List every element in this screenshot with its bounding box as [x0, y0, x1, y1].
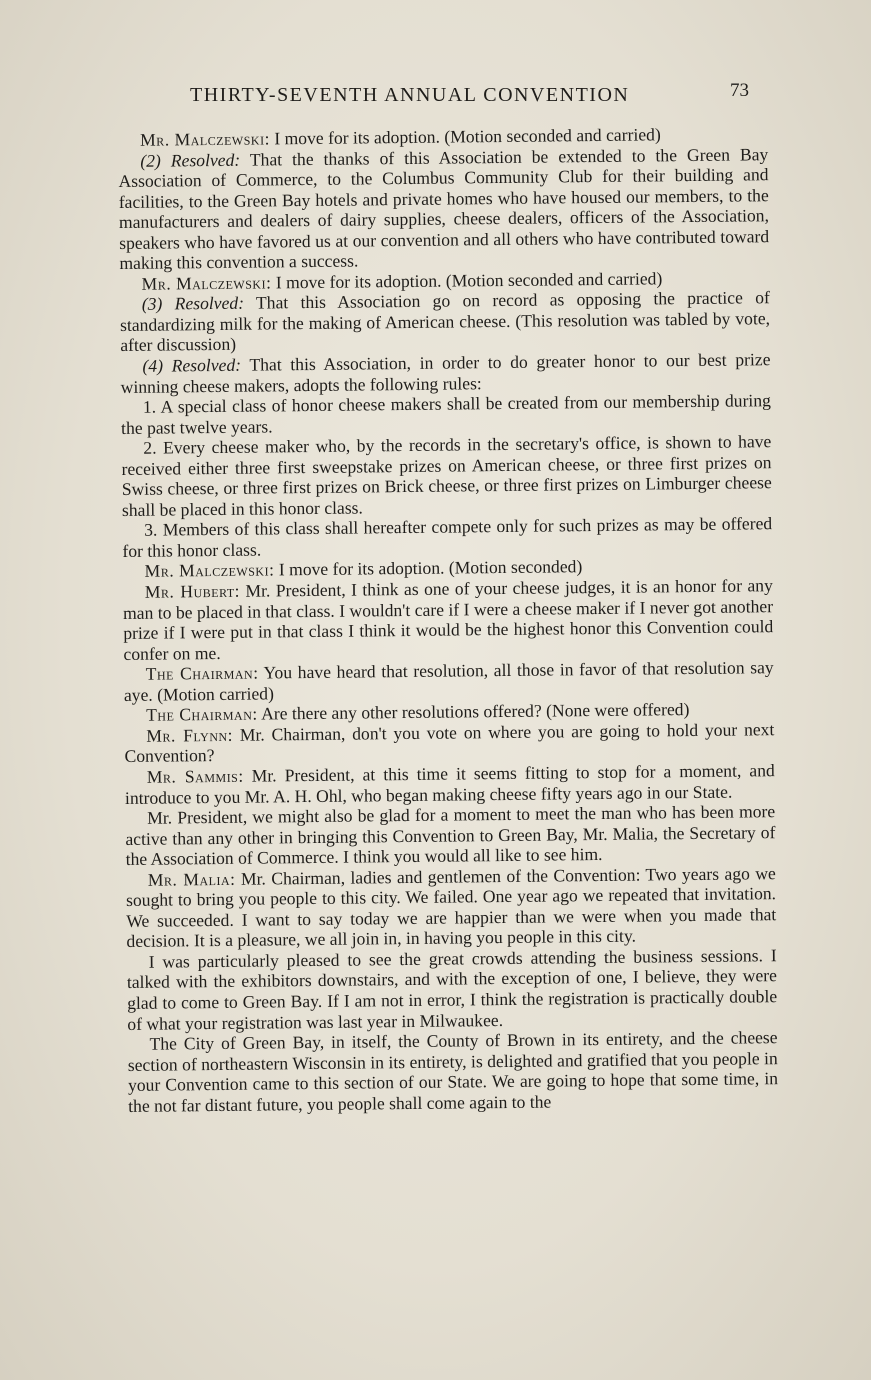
paragraph-18 [127, 1027, 778, 1116]
paragraph-17 [127, 945, 778, 1034]
speaker-label: Mr. Malczewski: [144, 559, 275, 582]
paragraph-text: That this Association, in order to do greater honor to our best prize winning cheese makers, adopts the following rules: [120, 349, 771, 397]
body-text [118, 123, 778, 1116]
speaker-label: Mr. Hubert: [144, 580, 241, 602]
paragraph-text: Mr. President, I think as one of your cheese judges, it is an honor for any man to be placed in that class. I wouldn't care if I were a cheese maker if I never got another prize if I were put in that class I think it would be the highest honor this Convention could confer on me. [122, 575, 774, 664]
speaker-label: Mr. Malczewski: [141, 272, 272, 294]
paragraph-16 [126, 863, 777, 952]
resolution-lead: (3) Resolved: [141, 293, 245, 315]
paragraph-6 [121, 390, 771, 438]
paragraph-text: Mr. President, we might also be glad for a moment to meet the man who has been more active than any other in bringing this Convention to Green Bay, Mr. Malia, the Secretary of the Association of Commerce. I think you would all like to see him. [125, 801, 776, 870]
paragraph-11 [124, 657, 774, 705]
paragraph-15 [125, 801, 776, 869]
resolution-lead: (2) Resolved: [140, 149, 241, 171]
paragraph-text: I was particularly pleased to see the great crowds attending the business sessions. I talked with the exhibitors downstairs, and with the exception of one, I believe, they were glad to come to Green Bay. If I am not in error, I think the registration is practically double of what your registration was last year in Milwaukee. [126, 945, 778, 1034]
paragraph-text: That this Association go on record as opposing the practice of standardizing milk for the making of American cheese. (This resolution was tabled by vote, after discussion) [119, 287, 771, 356]
speaker-label: The Chairman: [146, 703, 258, 726]
running-head-title: THIRTY-SEVENTH ANNUAL CONVENTION [190, 84, 630, 106]
paragraph-8 [122, 514, 772, 562]
paragraph-text: I move for its adoption. (Motion seconded and carried) [269, 124, 661, 149]
page-number: 73 [730, 80, 749, 101]
speaker-label: Mr. Flynn: [146, 724, 234, 746]
paragraph-text: 3. Members of this class shall hereafter compete only for such prizes as may be offered for this honor class. [122, 513, 773, 561]
resolution-lead: (4) Resolved: [142, 354, 242, 376]
paragraph-4 [120, 288, 771, 356]
speaker-label: Mr. Malia: [147, 868, 236, 890]
paragraph-10 [123, 575, 774, 664]
paragraph-text: Are there any other resolutions offered? (None were offered) [257, 699, 690, 724]
paragraph-14 [125, 760, 775, 808]
paragraph-7 [121, 431, 772, 520]
speaker-label: Mr. Malczewski: [139, 128, 271, 150]
paragraph-5 [120, 349, 770, 397]
paragraph-text: Mr. Chairman, ladies and gentlemen of the Convention: Two years ago we sought to bring you people to this city. We failed. One year ago we repeated that invitation. We succeeded. I want to say today we are happier than we were when you made that decision. It is a pleasure, we all join in, in having you people in this city. [125, 862, 777, 952]
speaker-label: The Chairman: [145, 662, 259, 684]
paragraph-text: 1. A special class of honor cheese makers shall be created from our membership during the past twelve years. [121, 390, 771, 438]
paragraph-text: Mr. Chairman, don't you vote on where you are going to hold your next Convention? [124, 719, 775, 767]
paragraph-text: Mr. President, at this time it seems fitting to stop for a moment, and introduce to you Mr. A. H. Ohl, who began making cheese fifty years ago in our State. [124, 760, 775, 808]
paragraph-text: The City of Green Bay, in itself, the County of Brown in its entirety, and the cheese section of northeastern Wisconsin in its entirety, is delighted and gratified that you people in your Convention came to this section of our State. We are going to hope that some time, in the not far distant future, you people shall come again to the [127, 1027, 779, 1116]
paragraph-13 [124, 719, 774, 767]
paragraph-text: I move for its adoption. (Motion seconded) [274, 556, 583, 580]
paragraph-text: That the thanks of this Association be extended to the Green Bay Association of Commerce, to the Columbus Community Club for their building and facilities, to the Green Bay hotels and private homes who have housed our members, to the manufacturers and dealers of dairy supplies, cheese dealers, officers of the Association, speakers who have favored us at our convention and all others who have contributed toward making this convention a success. [118, 143, 770, 274]
paragraph-text: 2. Every cheese maker who, by the records in the secretary's office, is shown to have received either three first sweepstake prizes on American cheese, or three first prizes on Swiss cheese, or three first prizes on Brick cheese, or three first prizes on Limburger cheese shall be placed in this honor class. [121, 431, 772, 520]
paragraph-2 [118, 144, 769, 274]
speaker-label: Mr. Sammis: [146, 765, 244, 787]
paragraph-text: You have heard that resolution, all those in favor of that resolution say aye. (Motion carried) [123, 657, 774, 705]
paragraph-text: I move for its adoption. (Motion seconded and carried) [271, 268, 663, 293]
